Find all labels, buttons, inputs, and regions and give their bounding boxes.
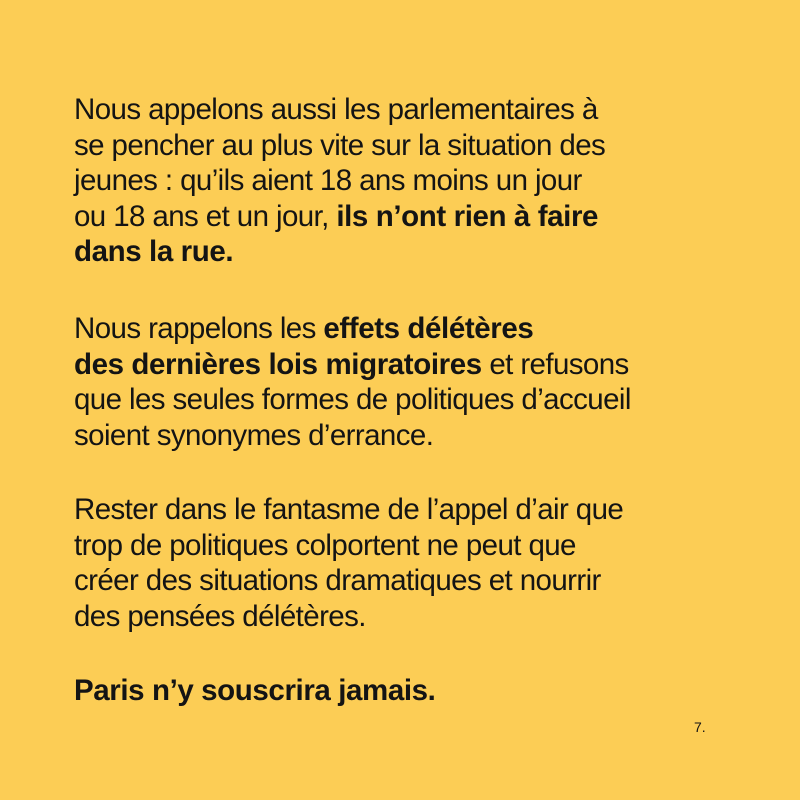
text-line: des pensées délétères. — [74, 599, 366, 633]
text-line: trop de politiques colportent ne peut que — [74, 528, 576, 562]
text-line: que les seules formes de politiques d’accueil — [74, 383, 631, 416]
text-line: Rester dans le fantasme de l’appel d’air que — [74, 493, 624, 526]
text-line: se pencher au plus vite sur la situation des — [74, 128, 606, 162]
paragraph-conclusion — [74, 673, 734, 709]
text-line: jeunes : qu’ils aient 18 ans moins un jour — [74, 164, 582, 197]
page-number: 7. — [694, 719, 706, 735]
text-line — [74, 311, 734, 347]
text-bold: ils n’ont rien à faire — [336, 199, 599, 233]
paragraph-migration-laws — [74, 311, 734, 453]
text-line — [74, 347, 734, 383]
text-regular: ou 18 ans et un jour, — [74, 199, 337, 233]
paragraph-appel-d-air — [74, 492, 734, 634]
text-regular: Nous rappelons les — [74, 312, 324, 345]
text-bold: effets délétères — [323, 312, 534, 345]
text-regular: et refusons — [481, 347, 629, 381]
text-line-bold: dans la rue. — [74, 235, 234, 268]
text-line: Nous appelons aussi les parlementaires à — [74, 93, 598, 126]
text-bold: des dernières lois migratoires — [74, 347, 482, 381]
text-line: créer des situations dramatiques et nourrir — [74, 564, 601, 597]
text-line-bold: Paris n’y souscrira jamais. — [74, 674, 436, 707]
text-line — [74, 199, 734, 235]
paragraph-parliamentarians — [74, 92, 734, 270]
text-line: soient synonymes d’errance. — [74, 418, 434, 452]
